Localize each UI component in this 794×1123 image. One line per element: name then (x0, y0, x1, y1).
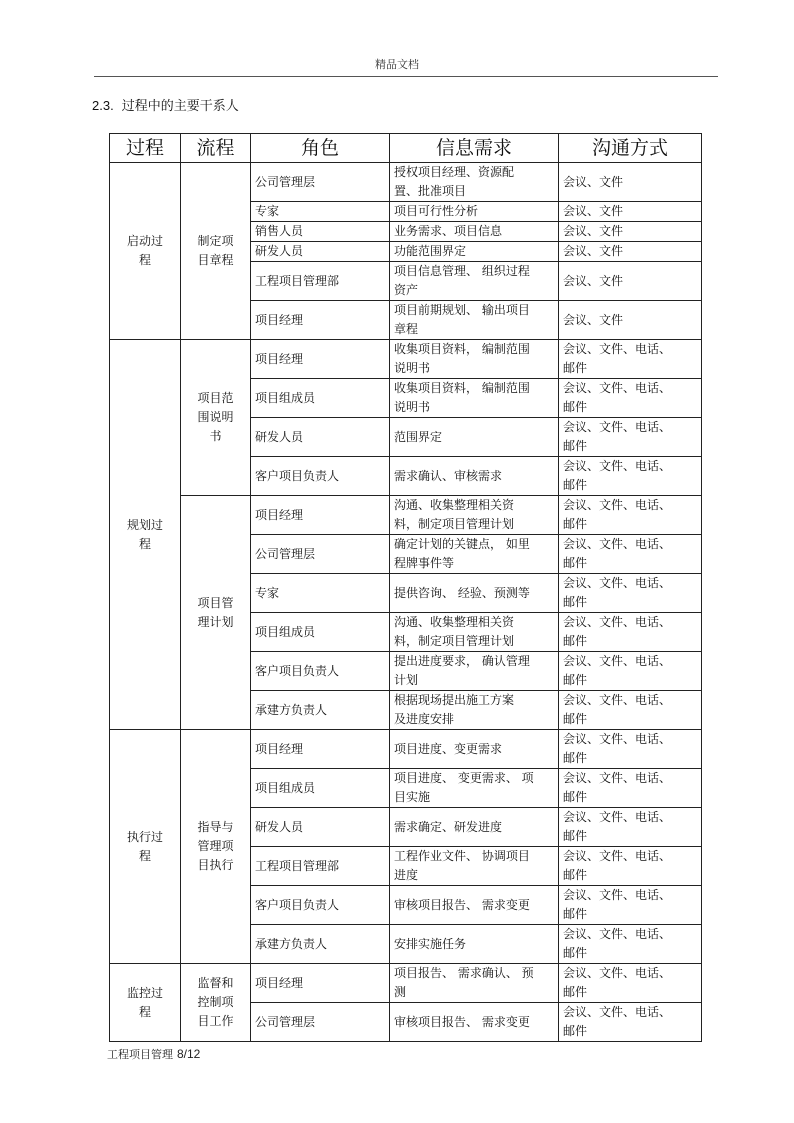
table-row (110, 340, 702, 379)
column-header-info-need: 信息需求 (390, 134, 559, 163)
comm-method-cell: 会议、文件、电话、 邮件 (559, 496, 702, 535)
info-need-cell: 根据现场提出施工方案 及进度安排 (390, 691, 559, 730)
comm-method-cell: 会议、文件、电话、 邮件 (559, 535, 702, 574)
flow-cell: 监督和 控制项 目工作 (181, 964, 251, 1042)
table-body (110, 163, 702, 1042)
process-cell: 监控过 程 (110, 964, 181, 1042)
header-divider (94, 76, 718, 77)
column-header-process: 过程 (110, 134, 181, 163)
info-need-cell: 提出进度要求， 确认管理 计划 (390, 652, 559, 691)
info-need-cell: 审核项目报告、 需求变更 (390, 1003, 559, 1042)
comm-method-cell: 会议、文件、电话、 邮件 (559, 769, 702, 808)
table-row (110, 496, 702, 535)
comm-method-cell: 会议、文件、电话、 邮件 (559, 730, 702, 769)
info-need-cell: 审核项目报告、 需求变更 (390, 886, 559, 925)
comm-method-cell: 会议、文件、电话、 邮件 (559, 613, 702, 652)
column-header-comm-method: 沟通方式 (559, 134, 702, 163)
comm-method-cell: 会议、文件、电话、 邮件 (559, 925, 702, 964)
comm-method-cell: 会议、文件 (559, 301, 702, 340)
info-need-cell: 收集项目资料， 编制范围 说明书 (390, 340, 559, 379)
comm-method-cell: 会议、文件 (559, 222, 702, 242)
comm-method-cell: 会议、文件、电话、 邮件 (559, 379, 702, 418)
role-cell: 工程项目管理部 (251, 262, 390, 301)
table-header-row (110, 134, 702, 163)
column-header-role: 角色 (251, 134, 390, 163)
info-need-cell: 范围界定 (390, 418, 559, 457)
info-need-cell: 需求确认、审核需求 (390, 457, 559, 496)
info-need-cell: 项目进度、变更需求 (390, 730, 559, 769)
role-cell: 公司管理层 (251, 535, 390, 574)
role-cell: 客户项目负责人 (251, 652, 390, 691)
flow-cell: 制定项 目章程 (181, 163, 251, 340)
role-cell: 承建方负责人 (251, 925, 390, 964)
role-cell: 客户项目负责人 (251, 457, 390, 496)
info-need-cell: 项目信息管理、 组织过程 资产 (390, 262, 559, 301)
info-need-cell: 沟通、收集整理相关资 料，制定项目管理计划 (390, 496, 559, 535)
comm-method-cell: 会议、文件 (559, 242, 702, 262)
comm-method-cell: 会议、文件、电话、 邮件 (559, 964, 702, 1003)
section-number: 2.3. (92, 98, 114, 113)
role-cell: 专家 (251, 574, 390, 613)
info-need-cell: 沟通、收集整理相关资 料，制定项目管理计划 (390, 613, 559, 652)
info-need-cell: 需求确定、研发进度 (390, 808, 559, 847)
role-cell: 专家 (251, 202, 390, 222)
role-cell: 项目经理 (251, 340, 390, 379)
page-footer (107, 1046, 200, 1062)
info-need-cell: 项目报告、 需求确认、 预 测 (390, 964, 559, 1003)
role-cell: 项目经理 (251, 730, 390, 769)
comm-method-cell: 会议、文件 (559, 202, 702, 222)
role-cell: 客户项目负责人 (251, 886, 390, 925)
process-cell: 执行过 程 (110, 730, 181, 964)
role-cell: 项目组成员 (251, 613, 390, 652)
column-header-flow: 流程 (181, 134, 251, 163)
info-need-cell: 功能范围界定 (390, 242, 559, 262)
page-header: 精品文档 (375, 58, 419, 71)
info-need-cell: 项目进度、 变更需求、 项 目实施 (390, 769, 559, 808)
role-cell: 工程项目管理部 (251, 847, 390, 886)
flow-cell: 项目管 理计划 (181, 496, 251, 730)
comm-method-cell: 会议、文件、电话、 邮件 (559, 340, 702, 379)
role-cell: 公司管理层 (251, 1003, 390, 1042)
info-need-cell: 收集项目资料， 编制范围 说明书 (390, 379, 559, 418)
comm-method-cell: 会议、文件、电话、 邮件 (559, 886, 702, 925)
comm-method-cell: 会议、文件、电话、 邮件 (559, 418, 702, 457)
role-cell: 项目组成员 (251, 379, 390, 418)
role-cell: 项目组成员 (251, 769, 390, 808)
role-cell: 项目经理 (251, 496, 390, 535)
comm-method-cell: 会议、文件、电话、 邮件 (559, 574, 702, 613)
comm-method-cell: 会议、文件、电话、 邮件 (559, 457, 702, 496)
flow-cell: 项目范 围说明 书 (181, 340, 251, 496)
role-cell: 销售人员 (251, 222, 390, 242)
role-cell: 研发人员 (251, 808, 390, 847)
flow-cell: 指导与 管理项 目执行 (181, 730, 251, 964)
section-title: 过程中的主要干系人 (121, 99, 239, 114)
footer-label: 工程项目管理 (107, 1048, 173, 1061)
info-need-cell: 授权项目经理、资源配 置、批准项目 (390, 163, 559, 202)
role-cell: 项目经理 (251, 301, 390, 340)
comm-method-cell: 会议、文件、电话、 邮件 (559, 652, 702, 691)
comm-method-cell: 会议、文件、电话、 邮件 (559, 1003, 702, 1042)
process-cell: 启动过 程 (110, 163, 181, 340)
info-need-cell: 项目前期规划、 输出项目 章程 (390, 301, 559, 340)
comm-method-cell: 会议、文件 (559, 262, 702, 301)
info-need-cell: 业务需求、项目信息 (390, 222, 559, 242)
table-row (110, 964, 702, 1003)
info-need-cell: 项目可行性分析 (390, 202, 559, 222)
comm-method-cell: 会议、文件 (559, 163, 702, 202)
info-need-cell: 提供咨询、 经验、预测等 (390, 574, 559, 613)
comm-method-cell: 会议、文件、电话、 邮件 (559, 847, 702, 886)
comm-method-cell: 会议、文件、电话、 邮件 (559, 691, 702, 730)
stakeholder-table (109, 133, 702, 1042)
role-cell: 项目经理 (251, 964, 390, 1003)
page-number: 8/12 (177, 1047, 201, 1061)
role-cell: 研发人员 (251, 418, 390, 457)
table-row (110, 730, 702, 769)
section-heading (92, 95, 239, 114)
role-cell: 承建方负责人 (251, 691, 390, 730)
comm-method-cell: 会议、文件、电话、 邮件 (559, 808, 702, 847)
process-cell: 规划过 程 (110, 340, 181, 730)
info-need-cell: 工程作业文件、 协调项目 进度 (390, 847, 559, 886)
table-row (110, 163, 702, 202)
role-cell: 研发人员 (251, 242, 390, 262)
role-cell: 公司管理层 (251, 163, 390, 202)
info-need-cell: 安排实施任务 (390, 925, 559, 964)
info-need-cell: 确定计划的关键点， 如里 程牌事件等 (390, 535, 559, 574)
